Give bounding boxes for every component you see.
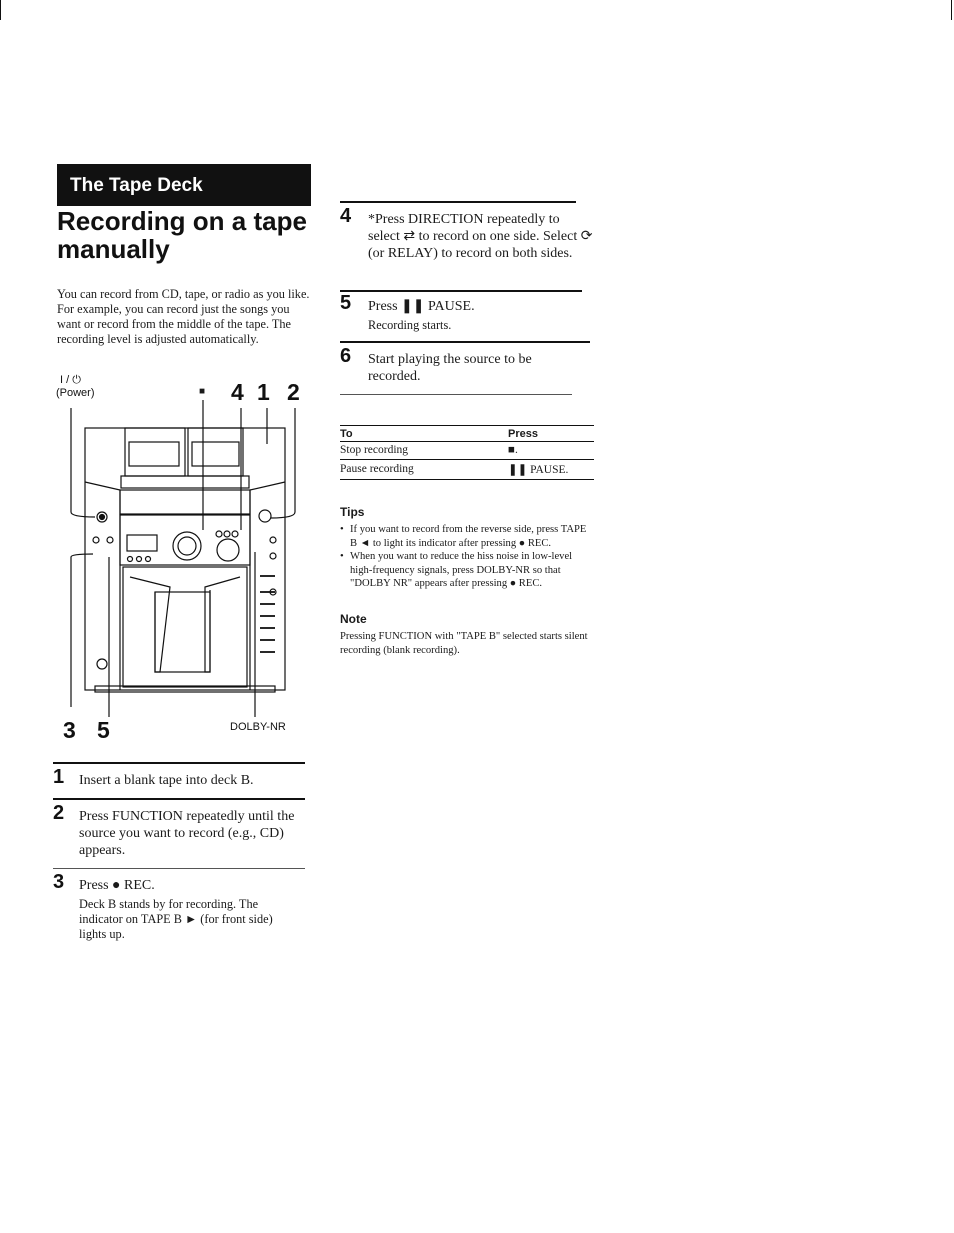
tips-heading: Tips (340, 505, 365, 519)
table-cell: Pause recording (340, 460, 508, 480)
stop-symbol: ■ (199, 386, 206, 397)
tip-item: • When you want to reduce the hiss noise in low-level high-frequency signals, press DOLBY-NR so that "DOLBY NR" appears after pressing ● REC. (340, 550, 590, 591)
section-banner: The Tape Deck (57, 164, 311, 206)
callout-2: 2 (287, 379, 300, 405)
table-row (340, 442, 594, 460)
step-text: Press ❚❚ PAUSE. (368, 299, 475, 314)
stereo-diagram (55, 372, 315, 747)
step-number: 6 (340, 345, 352, 367)
step-rule (53, 868, 305, 869)
step-rule (340, 290, 582, 292)
power-symbol: I / ⏻ (60, 374, 81, 386)
table-cell: Stop recording (340, 442, 508, 460)
stereo-illustration (55, 372, 315, 747)
step-rule (53, 762, 305, 764)
callout-3: 3 (63, 717, 76, 743)
callout-1: 1 (257, 379, 270, 405)
step-number: 3 (53, 871, 65, 893)
page-edge-mark (0, 0, 1, 20)
tips-list (340, 523, 590, 591)
step-subtext: Deck B stands by for recording. The indicator on TAPE B ► (for front side) lights up. (79, 897, 273, 941)
step-text: Press FUNCTION repeatedly until the source you want to record (e.g., CD) appears. (79, 809, 295, 858)
step-text: Insert a blank tape into deck B. (79, 773, 254, 788)
dolby-nr-label: DOLBY-NR (230, 721, 286, 733)
note-heading: Note (340, 612, 367, 626)
step-rule (340, 201, 576, 203)
step-rule (53, 798, 305, 800)
table-cell: ❚❚ PAUSE. (508, 460, 594, 480)
step-number: 1 (53, 766, 65, 788)
step-text: *Press DIRECTION repeatedly to select ⇄ to record on one side. Select ⟳ (or RELAY) to record on both sides. (368, 212, 593, 261)
step-number: 4 (340, 205, 352, 227)
table-header: Press (508, 426, 594, 442)
callout-5: 5 (97, 717, 110, 743)
table-row (340, 460, 594, 480)
page-title: Recording on a tape manually (57, 206, 307, 264)
step-rule (340, 394, 572, 395)
step-text: Start playing the source to be recorded. (368, 352, 532, 384)
page-edge-mark (951, 0, 952, 20)
step-rule (340, 341, 590, 343)
callout-4: 4 (231, 379, 244, 405)
step-text: Press ● REC. (79, 878, 155, 893)
tip-item: • If you want to record from the reverse side, press TAPE B ◄ to light its indicator after pressing ● REC. (340, 523, 590, 550)
intro-paragraph: You can record from CD, tape, or radio as you like. For example, you can record just the songs you want or record from the middle of the tape. The recording level is adjusted automatically. (57, 287, 310, 346)
step-number: 2 (53, 802, 65, 824)
note-body: Pressing FUNCTION with "TAPE B" selected starts silent recording (blank recording). (340, 631, 588, 656)
operations-table (340, 425, 594, 480)
step-number: 5 (340, 292, 352, 314)
power-label: (Power) (56, 387, 95, 399)
table-header: To (340, 426, 508, 442)
table-cell: ■. (508, 442, 594, 460)
step-subtext: Recording starts. (368, 318, 452, 332)
